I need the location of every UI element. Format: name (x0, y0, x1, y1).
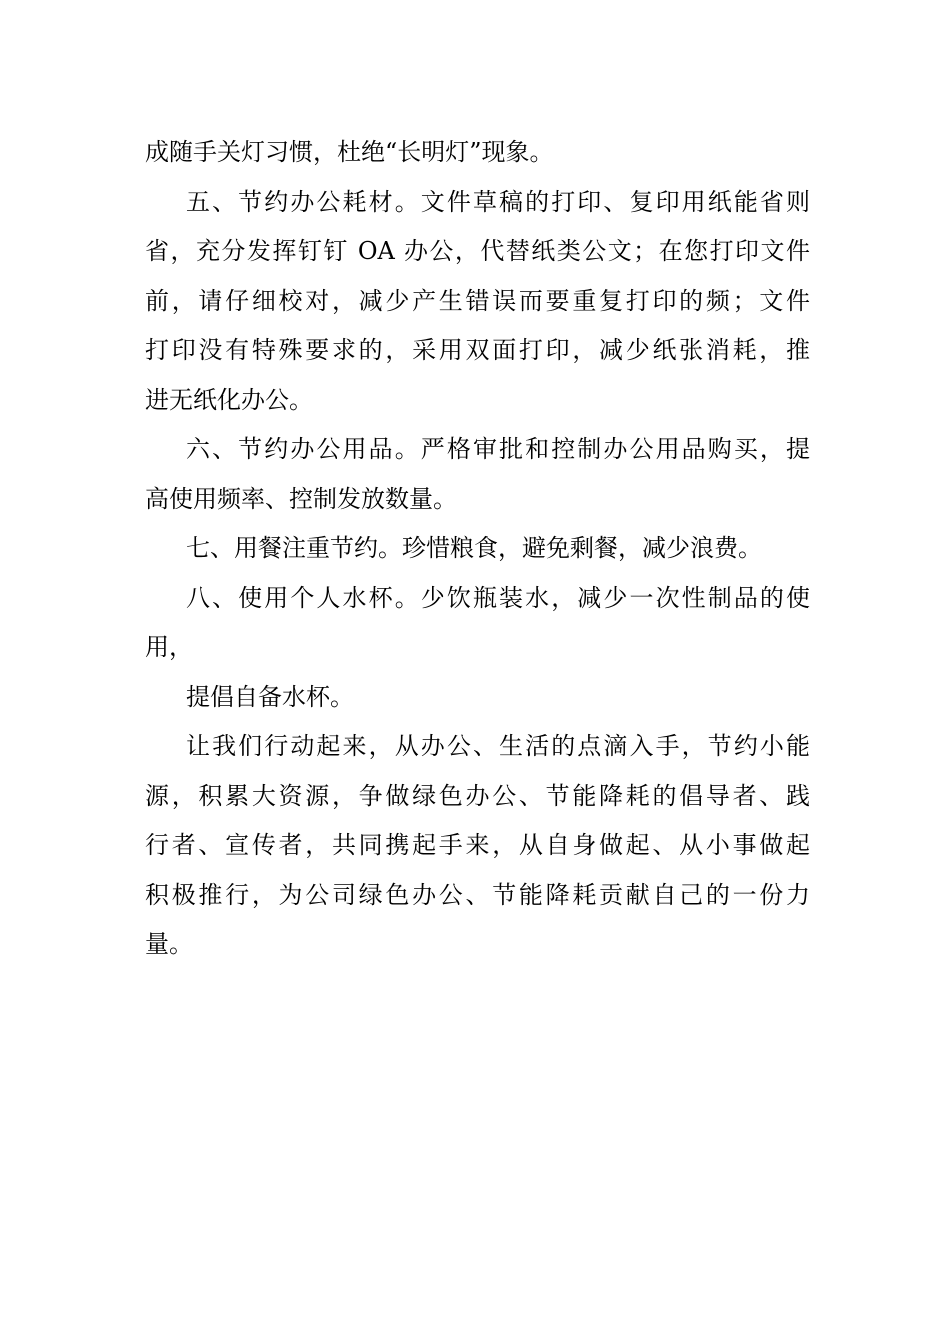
text-line: 八、使用个人水杯。少饮瓶装水，减少一次性制品的使 (186, 583, 810, 612)
text-line: 行者、宣传者，共同携起手来，从自身做起、从小事做起 (145, 831, 810, 859)
text-line: 打印没有特殊要求的，采用双面打印，减少纸张消耗，推 (145, 336, 810, 364)
text-line: 成随手关灯习惯，杜绝“长明灯”现象。 (145, 138, 554, 166)
text-line: 量。 (145, 930, 193, 958)
text-line: 积极推行，为公司绿色办公、节能降耗贡献自己的一份力 (145, 880, 810, 909)
text-line: 省，充分发挥钉钉 OA 办公，代替纸类公文；在您打印文件 (145, 237, 810, 265)
text-line: 进无纸化办公。 (145, 385, 313, 414)
text-line: 提倡自备水杯。 (186, 682, 354, 711)
text-line: 源，积累大资源，争做绿色办公、节能降耗的倡导者、践 (145, 781, 810, 810)
text-line: 六、节约办公用品。严格审批和控制办公用品购买，提 (186, 435, 810, 463)
text-line: 七、用餐注重节约。珍惜粮食，避免剩餐，减少浪费。 (186, 534, 762, 562)
document-body (145, 128, 810, 970)
text-line: 用， (145, 633, 193, 661)
text-line: 让我们行动起来，从办公、生活的点滴入手，节约小能 (186, 732, 810, 760)
text-line: 高使用频率、控制发放数量。 (145, 484, 457, 513)
text-line: 前，请仔细校对，减少产生错误而要重复打印的频；文件 (145, 286, 810, 315)
text-line: 五、节约办公耗材。文件草稿的打印、复印用纸能省则 (186, 187, 810, 216)
